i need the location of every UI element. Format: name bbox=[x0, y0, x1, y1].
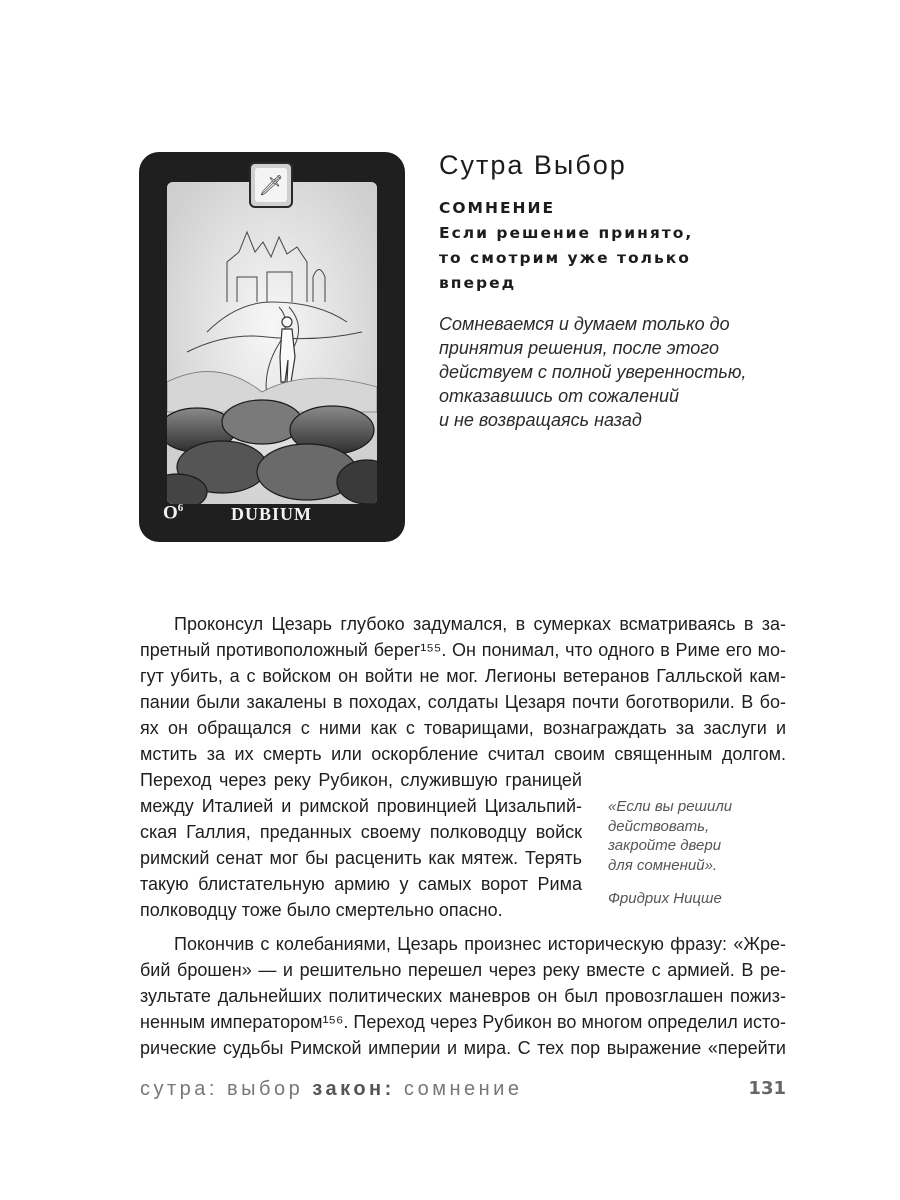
law-line: Если решение принято, bbox=[439, 224, 694, 242]
page-number: 131 bbox=[748, 1078, 786, 1099]
text-line: римский сенат мог бы расценить как мятеж. Терять bbox=[140, 848, 582, 868]
running-footer bbox=[140, 1078, 786, 1106]
paragraph-2 bbox=[140, 931, 786, 1061]
text-line: зультате дальнейших политических маневров он был провозглашен пожиз- bbox=[140, 986, 786, 1006]
footer-sutra-value: выбор bbox=[227, 1078, 304, 1100]
card-image bbox=[139, 152, 405, 542]
lead-line: действуем с полной уверенностью, bbox=[439, 362, 747, 382]
text-line: Проконсул Цезарь глубоко задумался, в сумерках всматриваясь в за- bbox=[174, 614, 786, 634]
law-line: то смотрим уже только bbox=[439, 249, 691, 267]
text-line: претный противоположный берег¹⁵⁵. Он понимал, что одного в Риме его мо- bbox=[140, 640, 786, 660]
quote-line: для сомнений». bbox=[608, 856, 718, 874]
card-emblem bbox=[249, 162, 293, 208]
text-line: пании были закалены в походах, солдаты Цезаря почти боготворили. В бо- bbox=[140, 692, 786, 712]
lead-line: и не возвращаясь назад bbox=[439, 410, 642, 430]
sutra-title: Сутра Выбор bbox=[439, 150, 627, 180]
dagger-icon: 🗡 bbox=[255, 168, 287, 202]
side-quote bbox=[608, 797, 788, 909]
text-line: рические судьбы Римской империи и мира. С тех пор выражение «перейти bbox=[140, 1038, 786, 1058]
text-line: полководцу тоже было смертельно опасно. bbox=[140, 900, 503, 920]
text-line: Переход через реку Рубикон, служившую границей bbox=[140, 770, 582, 790]
card-name: DUBIUM bbox=[231, 504, 312, 524]
lead-line: принятия решения, после этого bbox=[439, 338, 719, 358]
law-line: СОМНЕНИЕ bbox=[439, 199, 556, 217]
quote-line: закройте двери bbox=[608, 837, 722, 854]
footer-law-label: закон: bbox=[312, 1078, 395, 1100]
quote-author: Фридрих Ницше bbox=[608, 890, 722, 907]
paragraph-1 bbox=[140, 611, 786, 767]
text-line: ская Галлия, преданных своему полководцу войск bbox=[140, 822, 582, 842]
lead-paragraph bbox=[439, 312, 769, 432]
quote-line: «Если вы решили bbox=[608, 798, 733, 815]
text-line: между Италией и римской провинцией Цизальпий- bbox=[140, 796, 582, 816]
card-illustration bbox=[167, 182, 377, 504]
text-line: бий брошен» — и решительно перешел через реку вместе с армией. В ре- bbox=[140, 960, 786, 980]
text-line: Покончив с колебаниями, Цезарь произнес историческую фразу: «Жре- bbox=[174, 934, 786, 954]
text-line: такую блистательную армию у самых ворот Рима bbox=[140, 874, 582, 894]
text-line: ненным императором¹⁵⁶. Переход через Рубикон во многом определил исто- bbox=[140, 1012, 786, 1032]
text-line: мстить за их смерть или оскорбление считал своим священным долгом. bbox=[140, 744, 786, 764]
footer-law-value: сомнение bbox=[403, 1078, 523, 1100]
card-code: $O^6$ bbox=[163, 502, 184, 524]
footer-sutra-label: сутра: bbox=[140, 1078, 218, 1100]
text-line: гут убить, а с войском он войти не мог. Легионы ветеранов Галльской кам- bbox=[140, 666, 786, 686]
lead-line: Сомневаемся и думаем только до bbox=[439, 314, 730, 334]
text-line: ях он обращался с ними как с товарищами, вознаграждать за заслуги и bbox=[140, 718, 786, 738]
law-line: вперед bbox=[439, 274, 517, 292]
law-heading bbox=[439, 196, 759, 296]
paragraph-1-continued bbox=[140, 767, 582, 923]
card-scene bbox=[167, 182, 377, 504]
lead-line: отказавшись от сожалений bbox=[439, 386, 680, 406]
quote-line: действовать, bbox=[608, 817, 710, 835]
